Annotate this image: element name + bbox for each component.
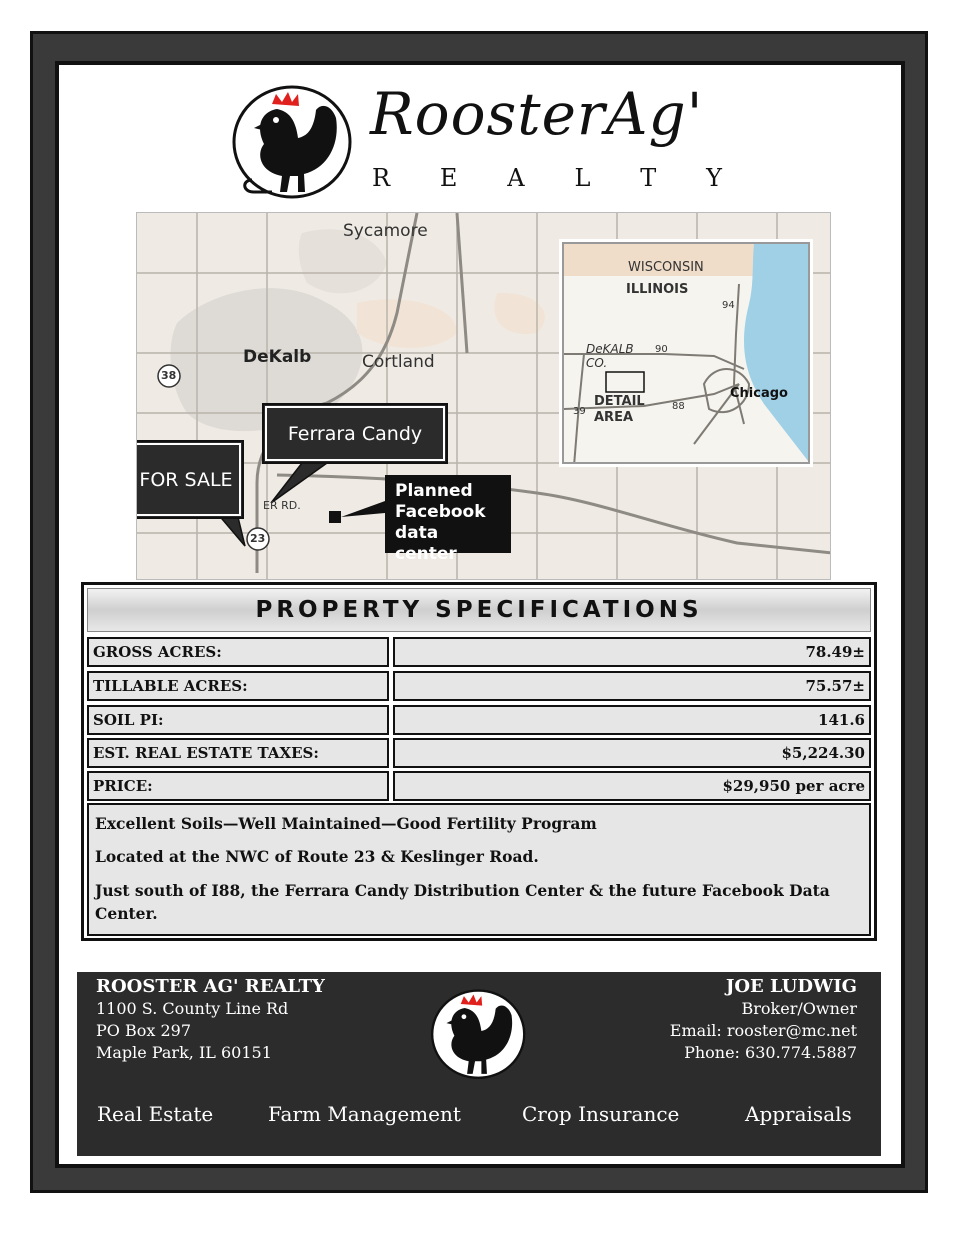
services-list: [77, 1102, 881, 1132]
inset-detail-area: [594, 394, 645, 426]
for-sale-callout: [136, 440, 244, 519]
specs-title: PROPERTY SPECIFICATIONS: [87, 588, 871, 632]
service-crop-insurance: Crop Insurance: [522, 1102, 680, 1126]
brand-subtitle: [372, 164, 722, 192]
company-name: ROOSTER AG' REALTY: [96, 976, 325, 997]
spec-label: SOIL PI:: [87, 705, 389, 735]
brand-letter: Y: [706, 164, 722, 192]
company-info: [96, 976, 325, 1064]
footer: [77, 972, 881, 1156]
inset-i90: 90: [655, 344, 668, 355]
rooster-footer-logo-icon: [429, 988, 529, 1082]
address-line: PO Box 297: [96, 1021, 192, 1040]
contact-title: Broker/Owner: [741, 999, 857, 1018]
property-notes: [87, 803, 871, 936]
note-line: Excellent Soils—Well Maintained—Good Fertility Program: [95, 814, 597, 833]
facebook-line: Planned: [395, 481, 473, 501]
inset-i39: 39: [573, 406, 586, 417]
spec-label: EST. REAL ESTATE TAXES:: [87, 738, 389, 768]
service-real-estate: Real Estate: [97, 1102, 214, 1126]
inset-i88: 88: [672, 401, 685, 412]
inset-illinois: ILLINOIS: [626, 282, 689, 297]
brand-letter: L: [574, 164, 591, 192]
inset-detail-line: AREA: [594, 410, 634, 425]
contact-phone[interactable]: Phone: 630.774.5887: [684, 1043, 857, 1062]
road-label: ER RD.: [263, 499, 301, 512]
inset-wisconsin: WISCONSIN: [628, 260, 704, 275]
inset-detail-line: DETAIL: [594, 394, 645, 409]
route-38-label: 38: [161, 369, 177, 382]
spec-row: [87, 705, 871, 735]
note-line: Located at the NWC of Route 23 & Keslinger Road.: [95, 847, 539, 866]
route-23-label: 23: [250, 532, 266, 545]
address-line: Maple Park, IL 60151: [96, 1043, 272, 1062]
ferrara-text: Ferrara Candy: [287, 422, 423, 445]
map-label-dekalb: DeKalb: [243, 347, 312, 367]
map-label-sycamore: Sycamore: [343, 221, 428, 241]
spec-row: [87, 637, 871, 667]
spec-row: [87, 671, 871, 701]
spec-label: GROSS ACRES:: [87, 637, 389, 667]
address-line: 1100 S. County Line Rd: [96, 999, 289, 1018]
spec-label: PRICE:: [87, 771, 389, 801]
spec-row: [87, 771, 871, 801]
facebook-line: Facebook: [395, 502, 486, 522]
map-label-cortland: Cortland: [362, 352, 435, 372]
property-specifications: [81, 582, 877, 941]
brand-letter: R: [372, 164, 391, 192]
inset-i94: 94: [722, 300, 735, 311]
inset-dekalb-line: DeKALB: [586, 342, 634, 356]
contact-name: JOE LUDWIG: [725, 976, 857, 997]
spec-value: 75.57±: [393, 671, 871, 701]
spec-label: TILLABLE ACRES:: [87, 671, 389, 701]
contact-info: [670, 976, 857, 1064]
brand-letter: E: [439, 164, 458, 192]
brand-name: RoosterAg': [370, 80, 704, 148]
inset-dekalb-line: CO.: [586, 356, 608, 370]
for-sale-text: FOR SALE: [139, 468, 233, 491]
brand-letter: A: [507, 164, 525, 192]
inset-dekalb-co: [586, 342, 634, 370]
contact-email[interactable]: Email: rooster@mc.net: [669, 1021, 857, 1040]
note-line: Just south of I88, the Ferrara Candy Distribution Center & the future Facebook Data Center.: [95, 881, 830, 923]
rooster-logo-icon: [232, 84, 358, 202]
spec-value: 78.49±: [393, 637, 871, 667]
brand-letter: T: [640, 164, 657, 192]
facebook-line: data center: [395, 523, 457, 564]
inset-map: [562, 242, 810, 464]
inset-chicago: Chicago: [730, 386, 788, 401]
spec-value: 141.6: [393, 705, 871, 735]
ferrara-callout: [262, 403, 448, 464]
service-appraisals: Appraisals: [745, 1102, 852, 1126]
spec-value: $5,224.30: [393, 738, 871, 768]
spec-value: $29,950 per acre: [393, 771, 871, 801]
service-farm-management: Farm Management: [268, 1102, 461, 1126]
facebook-callout: [385, 475, 511, 564]
spec-row: [87, 738, 871, 768]
